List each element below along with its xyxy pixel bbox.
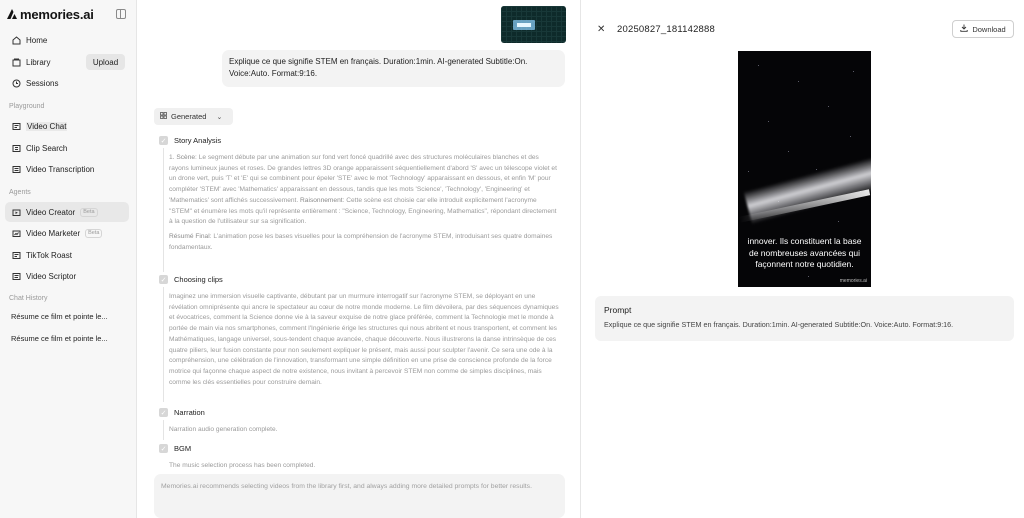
clip-search-icon: [11, 143, 21, 153]
step-title: Story Analysis: [174, 136, 222, 145]
step-bgm[interactable]: [159, 444, 191, 453]
video-creator-icon: [11, 207, 21, 217]
chat-panel: [137, 0, 581, 518]
prompt-text: Explique ce que signifie STEM en français. Duration:1min. AI-generated Subtitle:On. Voice:Auto. Format:9:16.: [604, 320, 954, 329]
check-icon: ✓: [160, 445, 167, 453]
step-story-analysis[interactable]: [159, 136, 221, 145]
chat-history-section-label: Chat History: [9, 295, 48, 302]
reasoning-text: : Cette scène est choisie car elle introduit explicitement l'acronyme "STEM" et énumère les mots qu'il représente entièrement : "Science, Technology, Engineering, Mathematics", répondant directement à la question de l'utilisateur sur sa signification.: [169, 196, 557, 226]
sidebar-item-label: TikTok Roast: [26, 250, 72, 260]
generated-dropdown[interactable]: [154, 108, 233, 125]
generated-label: Generated: [171, 112, 207, 121]
download-icon: [960, 24, 968, 34]
sidebar-item-video-transcription[interactable]: [5, 159, 129, 179]
scene-label: Scène: [176, 154, 196, 161]
step-title: Narration: [174, 408, 205, 417]
home-icon: [11, 35, 21, 45]
scene-text: : Le segment débute par une animation sur fond vert foncé quadrillé avec des structures moléculaires blanches et des rayons lumineux jaunes et roses. De grandes lettres 3D orange apparaissent séquentiellement d'abord 'S' avec un télescope violet et un drone vert, puis 'T' et 'E' qui se combinent pour épeler 'STE' avec le mot 'Technology' apparaissant en dessous, et enfin 'M' pour compléter 'STEM' avec 'Mathematics' apparaissant en dessous, tandis que les mots 'Science', 'Technology', 'Engineering' et 'Mathematics' sont affichés successivement.: [169, 154, 557, 204]
sidebar-item-label: Video Creator: [26, 207, 76, 217]
check-icon: ✓: [160, 409, 167, 417]
sidebar: [0, 0, 137, 518]
reasoning-label: Raisonnement: [300, 196, 343, 204]
beta-badge: Beta: [85, 229, 102, 238]
playground-section-label: Playground: [9, 103, 45, 110]
sidebar-item-label: Video Transcription: [26, 164, 95, 174]
logo[interactable]: [6, 7, 128, 21]
summary-label: Résumé Final: [169, 232, 210, 240]
sidebar-item-label: Clip Search: [26, 143, 68, 153]
step-connector: [163, 420, 164, 440]
sidebar-item-video-marketer[interactable]: [5, 223, 129, 243]
history-item[interactable]: Résume ce film et pointe le...: [11, 312, 108, 321]
narration-text: Narration audio generation complete.: [169, 426, 278, 433]
download-label: Download: [972, 24, 1006, 34]
sidebar-item-label: Video Marketer: [26, 228, 81, 238]
subtitle-line: innover. Ils constituent la base: [747, 236, 862, 246]
choosing-clips-text: Imaginez une immersion visuelle captivante, débutant par un murmure interrogatif sur l'acronyme STEM, se déployant en une révélation omniprésente qui ancre le spectateur au cœur de notre monde moderne. Le film dévoilera, par des séquences dynamiques et évocatrices, comment la Science donne vie à la saveur exquise de notre glace préférée, comment la Technologie met le monde à portée de main via nos smartphones, comment l'Ingénierie érige les structures qui nous abritent et nous transportent, et comment les Mathématiques, langage universel, sous-tendent chaque avancée, chaque découverte. Nous illustrerons la danse intrinsèque de ces quatre piliers, leur fusion constante pour non seulement expliquer le présent, mais aussi pour sculpter l'avenir. Ce sera une ode à la compréhension, une célébration de l'innovation, transformant une simple définition en une prise de conscience profonde de la force motrice qui façonne chaque aspect de notre existence, nous invitant à percevoir STEM non comme de simples disciplines, mais comme les clés essentielles pour construire demain.: [169, 293, 559, 386]
chat-icon: [11, 121, 21, 131]
upload-button[interactable]: Upload: [86, 54, 125, 70]
transcription-icon: [11, 164, 21, 174]
prompt-card: [595, 296, 1014, 341]
step-narration[interactable]: [159, 408, 205, 417]
chevron-down-icon: ⌄: [216, 113, 223, 121]
summary-text: : L'animation pose les bases visuelles pour la compréhension de l'acronyme STEM, introduisant ses quatre domaines fondamentaux.: [169, 232, 553, 251]
sidebar-item-library[interactable]: [5, 52, 83, 72]
preview-panel: [582, 0, 1024, 518]
agents-section-label: Agents: [9, 189, 31, 196]
video-scriptor-icon: [11, 271, 21, 281]
footer-note: Memories.ai recommends selecting videos from the library first, and always adding more detailed prompts for better results.: [154, 474, 565, 518]
sidebar-item-video-scriptor[interactable]: [5, 266, 129, 286]
sidebar-item-video-chat[interactable]: [5, 116, 129, 136]
sidebar-item-sessions[interactable]: [5, 73, 129, 93]
user-message: Explique ce que signifie STEM en français. Duration:1min. AI-generated Subtitle:On. Voice:Auto. Format:9:16.: [222, 50, 565, 87]
app-name: memories.ai: [20, 6, 94, 22]
story-analysis-text: 1. Scène: Le segment débute par une animation sur fond vert foncé quadrillé avec des structures moléculaires blanches et des rayons lumineux jaunes et roses. De grandes lettres 3D orange apparaissent séquentiellement d'abord 'S' avec un télescope violet et un drone vert, puis 'T' et 'E' qui se combinent pour épeler 'STE' avec le mot 'Technology' apparaissant en dessous, et enfin 'M' pour compléter 'STEM' avec 'Mathematics' apparaissant en dessous, tandis que les mots 'Science', 'Technology', 'Engineering' et 'Mathematics' sont affichés successivement. Raisonnement: Cette scène est choisie car elle introduit explicitement l'acronyme "STEM" et énumère les mots qu'il représente entièrement : "Science, Technology, Engineering, Mathematics", répondant directement à la question de l'utilisateur sur sa signification. Résumé Final: L'animation pose les bases visuelles pour la compréhension de l'acronyme STEM, introduisant ses quatre domaines fondamentaux.: [169, 154, 557, 251]
sessions-icon: [11, 78, 21, 88]
step-connector: [163, 287, 164, 402]
video-marketer-icon: [11, 228, 21, 238]
check-icon: ✓: [160, 137, 167, 145]
collapse-sidebar-icon[interactable]: [116, 9, 126, 19]
history-item[interactable]: Résume ce film et pointe le...: [11, 334, 108, 343]
sidebar-item-label: Library: [26, 57, 51, 67]
video-player[interactable]: [738, 51, 871, 287]
subtitle-line: de nombreuses avancées qui: [748, 247, 861, 258]
step-title: Choosing clips: [174, 275, 223, 284]
download-button[interactable]: [952, 20, 1014, 38]
sidebar-item-label: Home: [26, 35, 48, 45]
video-thumbnail[interactable]: [501, 6, 566, 43]
check-icon: ✓: [160, 276, 167, 284]
close-icon[interactable]: ✕: [597, 24, 606, 35]
sidebar-item-tiktok-roast[interactable]: [5, 245, 129, 265]
sidebar-item-home[interactable]: [5, 30, 129, 50]
bgm-text: The music selection process has been completed.: [169, 462, 316, 469]
tiktok-roast-icon: [11, 250, 21, 260]
sidebar-item-video-creator[interactable]: [5, 202, 129, 222]
step-title: BGM: [174, 444, 192, 453]
step-choosing-clips[interactable]: [159, 275, 223, 284]
sidebar-item-label: Video Scriptor: [26, 271, 77, 281]
video-watermark: memories.ai: [839, 278, 867, 284]
grid-icon: [160, 112, 167, 121]
beta-badge: Beta: [80, 208, 97, 217]
video-subtitle: [738, 236, 871, 271]
sidebar-item-label: Video Chat: [27, 121, 67, 131]
logo-icon: [6, 8, 18, 20]
preview-title: 20250827_181142888: [617, 24, 715, 35]
sidebar-item-label: Sessions: [26, 78, 59, 88]
step-connector: [163, 148, 164, 272]
subtitle-line: façonnent notre quotidien.: [755, 259, 854, 269]
sidebar-item-clip-search[interactable]: [5, 138, 129, 158]
library-icon: [11, 57, 21, 67]
prompt-label: Prompt: [604, 305, 632, 315]
